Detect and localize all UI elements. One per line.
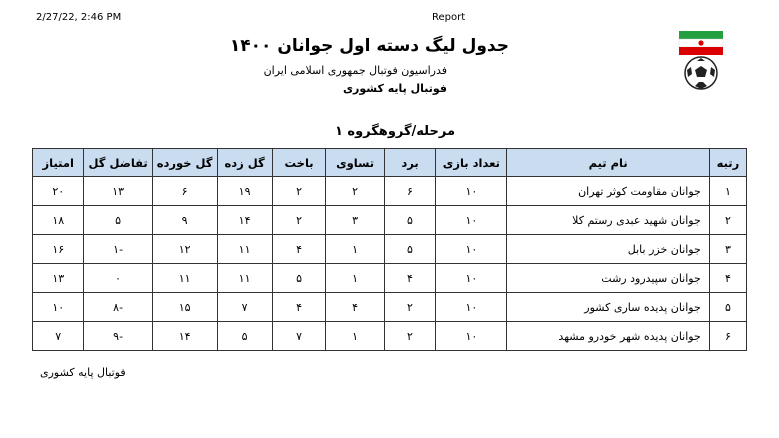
print-datetime: 2/27/22, 2:46 PM <box>36 12 122 23</box>
iran-football-federation-logo-icon <box>678 30 724 92</box>
cell-wins: ۵ <box>384 206 435 235</box>
table-header-row <box>33 149 747 177</box>
cell-wins: ۵ <box>384 235 435 264</box>
column-header-points: امتیاز <box>33 149 84 177</box>
department-name: فوتبال پایه کشوری <box>342 82 447 95</box>
cell-goals-against: ۱۵ <box>152 293 217 322</box>
cell-played: ۱۰ <box>436 322 507 351</box>
cell-goals-for: ۵ <box>217 322 272 351</box>
cell-goals-against: ۹ <box>152 206 217 235</box>
cell-losses: ۴ <box>272 235 326 264</box>
report-label: Report <box>432 12 466 23</box>
cell-losses: ۴ <box>272 293 326 322</box>
cell-wins: ۲ <box>384 322 435 351</box>
cell-goal-difference: -۸ <box>84 293 152 322</box>
cell-team: جوانان سپیدرود رشت <box>507 264 709 293</box>
column-header-draws: تساوی <box>326 149 384 177</box>
cell-points: ۲۰ <box>33 177 84 206</box>
cell-losses: ۲ <box>272 177 326 206</box>
table-row <box>33 206 747 235</box>
cell-losses: ۵ <box>272 264 326 293</box>
table-row <box>33 177 747 206</box>
table-row <box>33 264 747 293</box>
cell-losses: ۷ <box>272 322 326 351</box>
cell-points: ۱۰ <box>33 293 84 322</box>
cell-goal-difference: -۹ <box>84 322 152 351</box>
cell-wins: ۴ <box>384 264 435 293</box>
cell-played: ۱۰ <box>436 264 507 293</box>
cell-points: ۱۳ <box>33 264 84 293</box>
cell-team: جوانان خزر بابل <box>507 235 709 264</box>
stage-group-label: مرحله/گروهگروه ۱ <box>334 124 455 139</box>
cell-points: ۱۸ <box>33 206 84 235</box>
column-header-losses: باخت <box>272 149 326 177</box>
cell-goals-for: ۱۴ <box>217 206 272 235</box>
cell-team: جوانان شهید عبدی رستم کلا <box>507 206 709 235</box>
cell-rank: ۶ <box>709 322 746 351</box>
table-row <box>33 293 747 322</box>
column-header-team: نام تیم <box>507 149 709 177</box>
cell-draws: ۴ <box>326 293 384 322</box>
cell-rank: ۴ <box>709 264 746 293</box>
cell-points: ۱۶ <box>33 235 84 264</box>
cell-goal-difference: ۵ <box>84 206 152 235</box>
table-row <box>33 235 747 264</box>
cell-goals-for: ۱۱ <box>217 264 272 293</box>
cell-draws: ۳ <box>326 206 384 235</box>
column-header-wins: برد <box>384 149 435 177</box>
cell-draws: ۱ <box>326 264 384 293</box>
cell-goals-against: ۱۱ <box>152 264 217 293</box>
cell-goals-for: ۷ <box>217 293 272 322</box>
federation-name: فدراسیون فوتبال جمهوری اسلامی ایران <box>263 64 447 77</box>
cell-played: ۱۰ <box>436 293 507 322</box>
footer-department: فوتبال پایه کشوری <box>40 366 126 379</box>
cell-goal-difference: -۱ <box>84 235 152 264</box>
standings-table <box>32 148 747 351</box>
column-header-rank: رتبه <box>709 149 746 177</box>
cell-rank: ۵ <box>709 293 746 322</box>
cell-losses: ۲ <box>272 206 326 235</box>
column-header-played: تعداد بازی <box>436 149 507 177</box>
cell-team: جوانان پدیده شهر خودرو مشهد <box>507 322 709 351</box>
cell-rank: ۱ <box>709 177 746 206</box>
cell-goal-difference: ۰ <box>84 264 152 293</box>
column-header-goal-difference: تفاضل گل <box>84 149 152 177</box>
cell-goals-against: ۶ <box>152 177 217 206</box>
cell-goals-for: ۱۹ <box>217 177 272 206</box>
column-header-goals-for: گل زده <box>217 149 272 177</box>
cell-goals-for: ۱۱ <box>217 235 272 264</box>
cell-wins: ۲ <box>384 293 435 322</box>
page-title: جدول لیگ دسته اول جوانان ۱۴۰۰ <box>229 36 509 56</box>
cell-played: ۱۰ <box>436 206 507 235</box>
cell-goal-difference: ۱۳ <box>84 177 152 206</box>
column-header-goals-against: گل خورده <box>152 149 217 177</box>
table-row <box>33 322 747 351</box>
cell-draws: ۲ <box>326 177 384 206</box>
cell-goals-against: ۱۴ <box>152 322 217 351</box>
cell-draws: ۱ <box>326 235 384 264</box>
cell-goals-against: ۱۲ <box>152 235 217 264</box>
cell-wins: ۶ <box>384 177 435 206</box>
cell-rank: ۳ <box>709 235 746 264</box>
cell-team: جوانان پدیده ساری کشور <box>507 293 709 322</box>
cell-team: جوانان مقاومت کوثر تهران <box>507 177 709 206</box>
cell-played: ۱۰ <box>436 235 507 264</box>
cell-draws: ۱ <box>326 322 384 351</box>
cell-played: ۱۰ <box>436 177 507 206</box>
cell-rank: ۲ <box>709 206 746 235</box>
cell-points: ۷ <box>33 322 84 351</box>
